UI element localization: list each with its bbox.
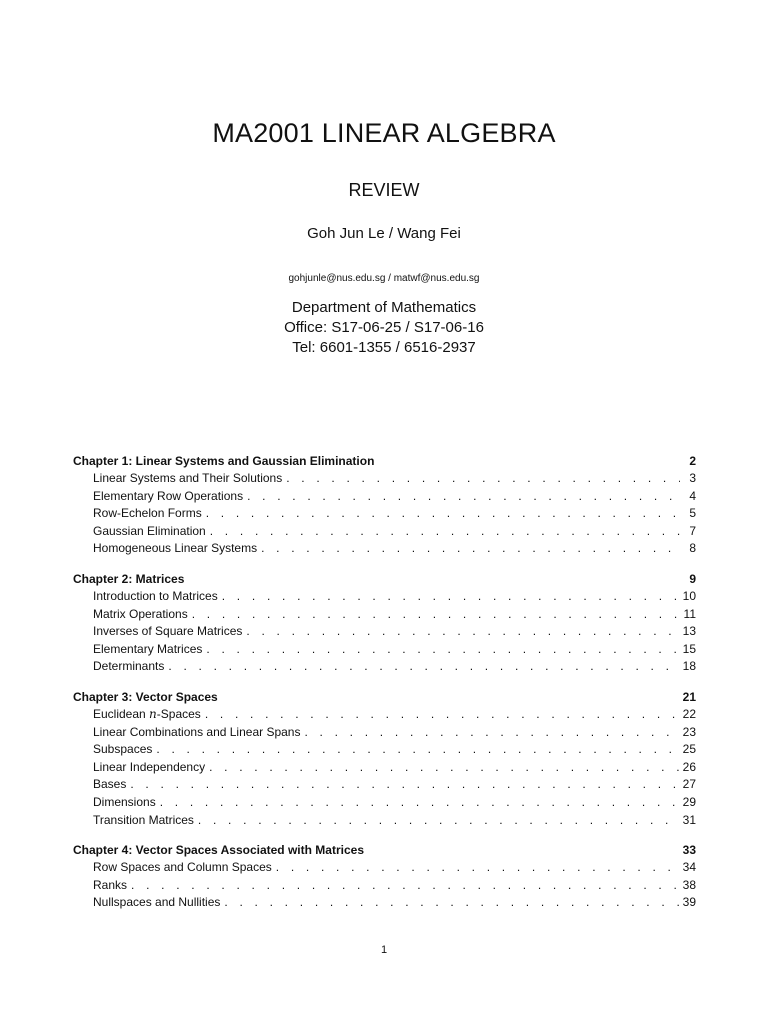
- toc-dot-leader: [222, 588, 679, 606]
- toc-chapter-page: 33: [682, 843, 696, 858]
- toc-entry-page: 7: [689, 523, 696, 538]
- toc-entry-label: Row Spaces and Column Spaces: [93, 860, 272, 875]
- department-name: Department of Mathematics: [291, 299, 477, 316]
- toc-entry[interactable]: [73, 658, 696, 676]
- toc-entry[interactable]: [73, 523, 696, 541]
- toc-entry[interactable]: [73, 794, 696, 812]
- document-subtitle: REVIEW: [348, 180, 420, 200]
- toc-dot-leader: [246, 623, 678, 641]
- toc-entry-label: Homogeneous Linear Systems: [93, 541, 258, 556]
- toc-chapter-page: 21: [682, 689, 696, 704]
- tel-info: Tel: 6601-1355 / 6516-2937: [292, 339, 476, 356]
- toc-entry-label: Gaussian Elimination: [93, 523, 206, 538]
- toc-entry-label: Matrix Operations: [93, 606, 188, 621]
- toc-entry-page: 39: [682, 895, 696, 910]
- toc-entry-label: Linear Independency: [93, 759, 206, 774]
- toc-entry-page: 29: [682, 794, 696, 809]
- toc-entry[interactable]: [73, 776, 696, 794]
- authors: Goh Jun Le / Wang Fei: [307, 225, 461, 242]
- toc-dot-leader: [206, 505, 680, 523]
- toc-entry-label: Nullspaces and Nullities: [93, 895, 221, 910]
- toc-entry-label: Introduction to Matrices: [93, 588, 218, 603]
- toc-dot-leader: [192, 606, 680, 624]
- toc-entry-label: Dimensions: [93, 794, 156, 809]
- toc-entry-label: Subspaces: [93, 742, 153, 757]
- toc-entry-page: 26: [682, 759, 696, 774]
- toc-chapter-heading[interactable]: [73, 841, 696, 859]
- toc-entry-page: 23: [682, 724, 696, 739]
- toc-entry-label-suffix: -Spaces: [156, 706, 201, 721]
- toc-entry-label: Linear Combinations and Linear Spans: [93, 724, 301, 739]
- toc-entry-label: Transition Matrices: [93, 812, 194, 827]
- toc-dot-leader: [261, 540, 680, 558]
- toc-dot-leader: [286, 470, 680, 488]
- toc-entry-page: 8: [689, 541, 696, 556]
- toc-chapter-heading[interactable]: [73, 570, 696, 588]
- toc-entry-label: Elementary Row Operations: [93, 488, 244, 503]
- toc-entry-page: 22: [682, 706, 696, 721]
- toc-chapter-page: 2: [689, 454, 696, 468]
- toc-chapter-page: 9: [689, 571, 696, 586]
- toc-entry-page: 13: [682, 624, 696, 639]
- toc-entry-page: 3: [689, 471, 696, 485]
- toc-dot-leader: [131, 877, 679, 895]
- toc-chapter: [73, 570, 696, 676]
- toc-entry-label: Inverses of Square Matrices: [93, 624, 243, 639]
- toc-dot-leader: [304, 724, 678, 742]
- toc-chapter-title: Chapter 3: Vector Spaces: [73, 689, 218, 704]
- toc-entry-label: Elementary Matrices: [93, 641, 203, 656]
- toc-entry-label-prefix: Euclidean: [93, 706, 150, 721]
- toc-entry-label: Linear Systems and Their Solutions: [93, 471, 283, 485]
- toc-chapter: [73, 688, 696, 829]
- toc-entry[interactable]: [73, 859, 696, 877]
- toc-entry-label: Ranks: [93, 877, 128, 892]
- page-number: 1: [380, 944, 388, 956]
- toc-dot-leader: [156, 741, 678, 759]
- toc-entry-page: 15: [682, 641, 696, 656]
- toc-entry[interactable]: [73, 759, 696, 777]
- toc-entry[interactable]: [73, 623, 696, 641]
- toc-entry[interactable]: [73, 724, 696, 742]
- toc-entry-label: Row-Echelon Forms: [93, 506, 202, 521]
- toc-chapter-title: Chapter 1: Linear Systems and Gaussian Elimination: [73, 454, 375, 468]
- toc-entry-page: 5: [689, 506, 696, 521]
- toc-entry[interactable]: [73, 540, 696, 558]
- table-of-contents: [73, 452, 696, 924]
- toc-entry[interactable]: [73, 877, 696, 895]
- document-title: MA2001 LINEAR ALGEBRA: [212, 118, 556, 148]
- toc-dot-leader: [198, 812, 679, 830]
- toc-entry[interactable]: [73, 470, 696, 488]
- toc-dot-leader: [160, 794, 679, 812]
- toc-entry-label: Bases: [93, 777, 127, 792]
- toc-dot-leader: [206, 641, 678, 659]
- toc-chapter-heading[interactable]: [73, 452, 696, 470]
- toc-entry-page: 31: [682, 812, 696, 827]
- toc-entry-label-math: n: [149, 706, 157, 721]
- toc-entry[interactable]: [73, 741, 696, 759]
- toc-entry-label: Determinants: [93, 659, 165, 674]
- toc-entry-page: 18: [682, 659, 696, 674]
- toc-entry[interactable]: [73, 488, 696, 506]
- toc-dot-leader: [168, 658, 678, 676]
- toc-entry-page: 10: [682, 588, 696, 603]
- toc-entry-page: 34: [682, 860, 696, 875]
- toc-dot-leader: [209, 759, 679, 777]
- office-info: Office: S17-06-25 / S17-06-16: [284, 319, 484, 336]
- toc-entry-label: [93, 706, 201, 724]
- toc-chapter: [73, 841, 696, 912]
- toc-chapter-heading[interactable]: [73, 688, 696, 706]
- toc-entry[interactable]: [73, 505, 696, 523]
- toc-entry-page: 38: [682, 877, 696, 892]
- toc-entry[interactable]: [73, 706, 696, 724]
- author-emails: gohjunle@nus.edu.sg / matwf@nus.edu.sg: [288, 273, 480, 284]
- toc-dot-leader: [130, 776, 678, 794]
- toc-chapter-title: Chapter 2: Matrices: [73, 571, 185, 586]
- toc-entry[interactable]: [73, 812, 696, 830]
- toc-entry-page: 4: [689, 488, 696, 503]
- toc-entry[interactable]: [73, 606, 696, 624]
- department-block: [0, 298, 768, 358]
- toc-dot-leader: [205, 706, 679, 724]
- toc-entry[interactable]: [73, 588, 696, 606]
- toc-dot-leader: [210, 523, 680, 541]
- toc-entry[interactable]: [73, 894, 696, 912]
- toc-dot-leader: [247, 488, 680, 506]
- toc-chapter: [73, 452, 696, 558]
- toc-entry-page: 27: [682, 777, 696, 792]
- toc-entry-page: 11: [683, 606, 696, 621]
- toc-entry[interactable]: [73, 641, 696, 659]
- toc-entry-page: 25: [682, 742, 696, 757]
- toc-dot-leader: [224, 894, 678, 912]
- toc-chapter-title: Chapter 4: Vector Spaces Associated with Matrices: [73, 843, 364, 858]
- toc-dot-leader: [276, 859, 679, 877]
